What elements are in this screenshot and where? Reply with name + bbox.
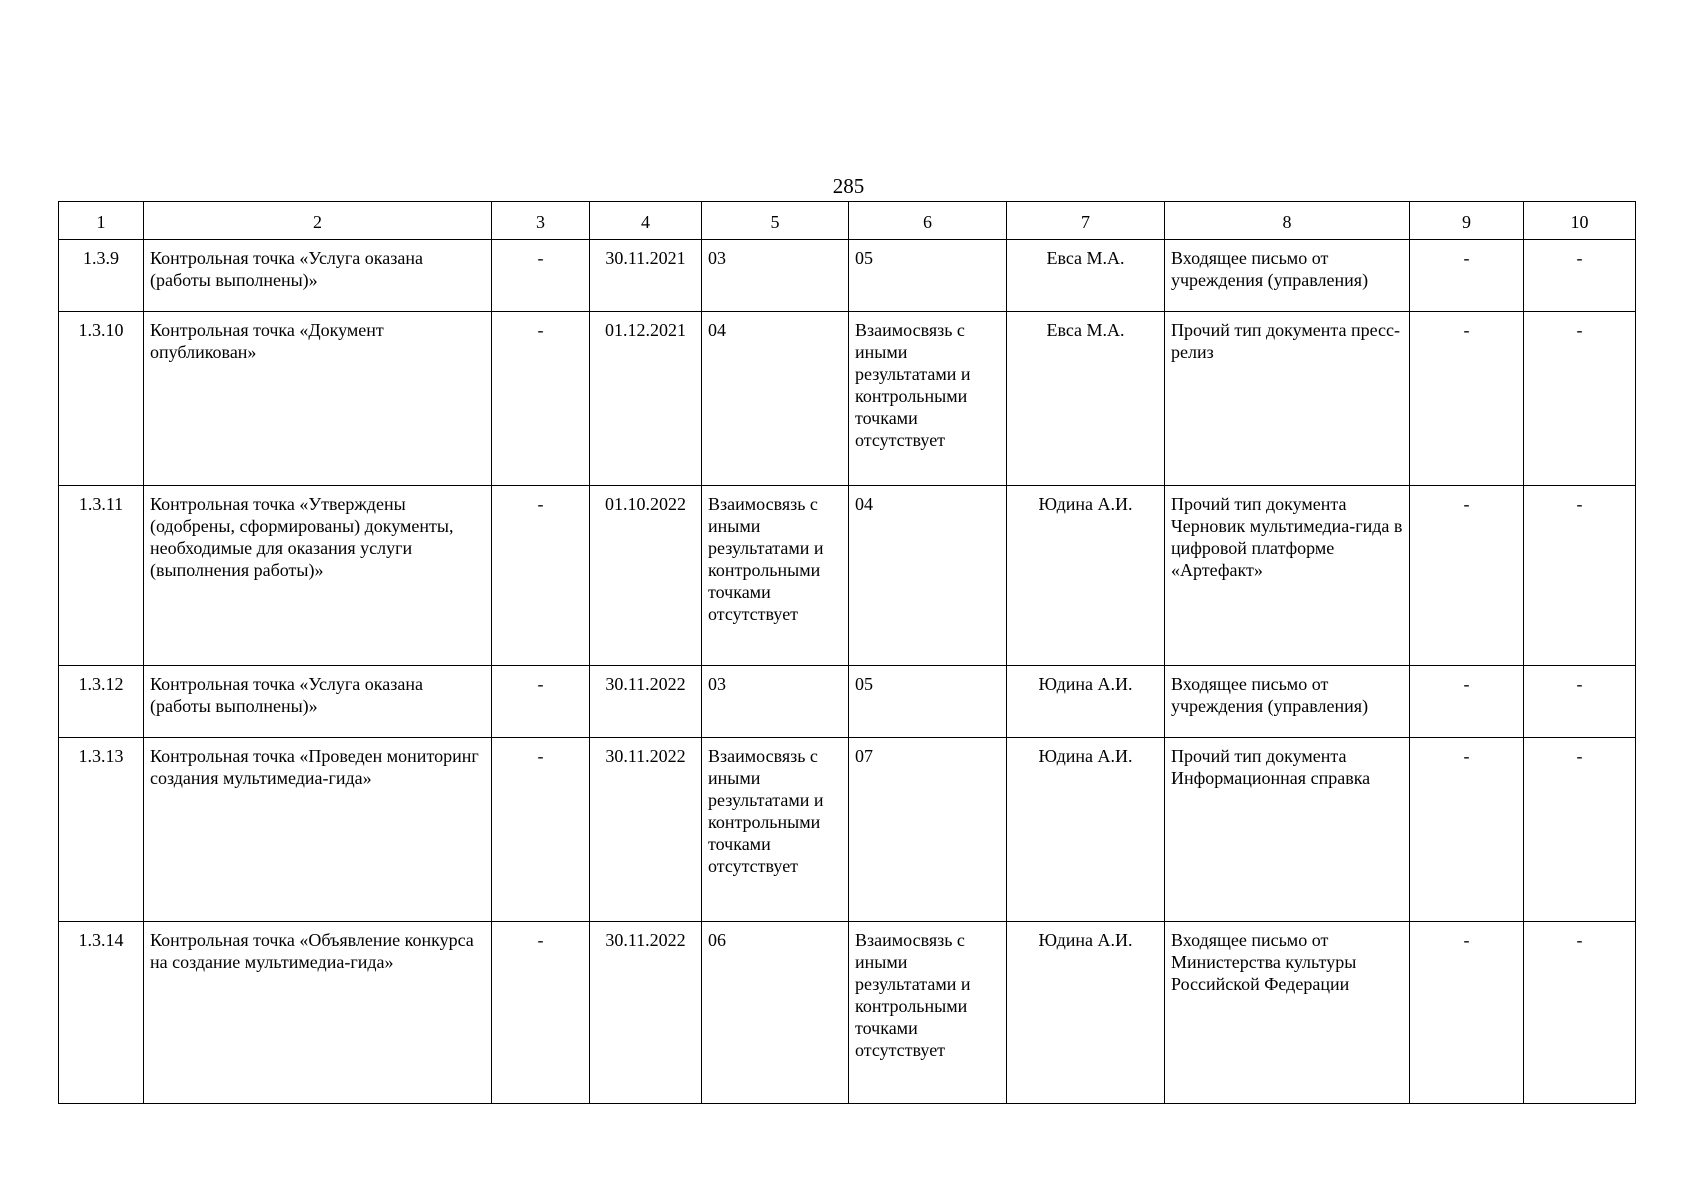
cell-col6: Взаимосвязь с иными результатами и контрольными точками отсутствует [849, 922, 1007, 1104]
cell-responsible: Юдина А.И. [1007, 486, 1165, 666]
cell-col5: 03 [702, 240, 849, 312]
cell-col5: 03 [702, 666, 849, 738]
column-header: 5 [702, 202, 849, 240]
cell-col6: 05 [849, 240, 1007, 312]
cell-col9: - [1410, 738, 1524, 922]
column-header: 8 [1165, 202, 1410, 240]
table-row [59, 666, 1636, 738]
cell-responsible: Юдина А.И. [1007, 922, 1165, 1104]
cell-col6: 07 [849, 738, 1007, 922]
cell-document: Входящее письмо от Министерства культуры Российской Федерации [1165, 922, 1410, 1104]
cell-col9: - [1410, 312, 1524, 486]
cell-responsible: Евса М.А. [1007, 240, 1165, 312]
cell-number: 1.3.10 [59, 312, 144, 486]
column-header: 10 [1524, 202, 1636, 240]
cell-col5: 06 [702, 922, 849, 1104]
cell-col5: Взаимосвязь с иными результатами и контрольными точками отсутствует [702, 486, 849, 666]
control-points-table [58, 201, 1636, 1104]
column-header: 4 [590, 202, 702, 240]
page-number: 285 [832, 174, 865, 198]
cell-col3: - [492, 240, 590, 312]
column-header: 6 [849, 202, 1007, 240]
cell-responsible: Юдина А.И. [1007, 666, 1165, 738]
cell-name: Контрольная точка «Объявление конкурса на создание мультимедиа-гида» [144, 922, 492, 1104]
cell-date: 30.11.2021 [590, 240, 702, 312]
cell-col10: - [1524, 240, 1636, 312]
cell-date: 01.12.2021 [590, 312, 702, 486]
column-header: 7 [1007, 202, 1165, 240]
cell-number: 1.3.13 [59, 738, 144, 922]
cell-date: 30.11.2022 [590, 738, 702, 922]
cell-date: 01.10.2022 [590, 486, 702, 666]
cell-document: Прочий тип документа пресс-релиз [1165, 312, 1410, 486]
cell-col9: - [1410, 922, 1524, 1104]
cell-number: 1.3.12 [59, 666, 144, 738]
cell-col3: - [492, 312, 590, 486]
cell-document: Входящее письмо от учреждения (управления) [1165, 666, 1410, 738]
table-row [59, 486, 1636, 666]
cell-name: Контрольная точка «Услуга оказана (работы выполнены)» [144, 240, 492, 312]
cell-col10: - [1524, 666, 1636, 738]
column-header: 3 [492, 202, 590, 240]
cell-document: Прочий тип документа Информационная справка [1165, 738, 1410, 922]
table-row [59, 738, 1636, 922]
cell-date: 30.11.2022 [590, 666, 702, 738]
cell-col3: - [492, 666, 590, 738]
cell-col9: - [1410, 666, 1524, 738]
table-row [59, 312, 1636, 486]
cell-responsible: Юдина А.И. [1007, 738, 1165, 922]
cell-document: Входящее письмо от учреждения (управления) [1165, 240, 1410, 312]
cell-col10: - [1524, 486, 1636, 666]
cell-document: Прочий тип документа Черновик мультимедиа-гида в цифровой платформе «Артефакт» [1165, 486, 1410, 666]
cell-col5: 04 [702, 312, 849, 486]
table-row [59, 240, 1636, 312]
cell-col9: - [1410, 240, 1524, 312]
cell-col6: 05 [849, 666, 1007, 738]
column-header: 2 [144, 202, 492, 240]
cell-col6: 04 [849, 486, 1007, 666]
cell-col3: - [492, 486, 590, 666]
table-header-row [59, 202, 1636, 240]
cell-name: Контрольная точка «Документ опубликован» [144, 312, 492, 486]
cell-col9: - [1410, 486, 1524, 666]
cell-date: 30.11.2022 [590, 922, 702, 1104]
cell-responsible: Евса М.А. [1007, 312, 1165, 486]
table-row [59, 922, 1636, 1104]
cell-name: Контрольная точка «Утверждены (одобрены, сформированы) документы, необходимые для оказания услуги (выполнения работы)» [144, 486, 492, 666]
cell-number: 1.3.14 [59, 922, 144, 1104]
column-header: 9 [1410, 202, 1524, 240]
cell-col3: - [492, 738, 590, 922]
cell-number: 1.3.9 [59, 240, 144, 312]
cell-number: 1.3.11 [59, 486, 144, 666]
column-header: 1 [59, 202, 144, 240]
cell-col10: - [1524, 738, 1636, 922]
cell-name: Контрольная точка «Проведен мониторинг создания мультимедиа-гида» [144, 738, 492, 922]
cell-col10: - [1524, 312, 1636, 486]
cell-col10: - [1524, 922, 1636, 1104]
cell-name: Контрольная точка «Услуга оказана (работы выполнены)» [144, 666, 492, 738]
cell-col6: Взаимосвязь с иными результатами и контрольными точками отсутствует [849, 312, 1007, 486]
cell-col5: Взаимосвязь с иными результатами и контрольными точками отсутствует [702, 738, 849, 922]
cell-col3: - [492, 922, 590, 1104]
